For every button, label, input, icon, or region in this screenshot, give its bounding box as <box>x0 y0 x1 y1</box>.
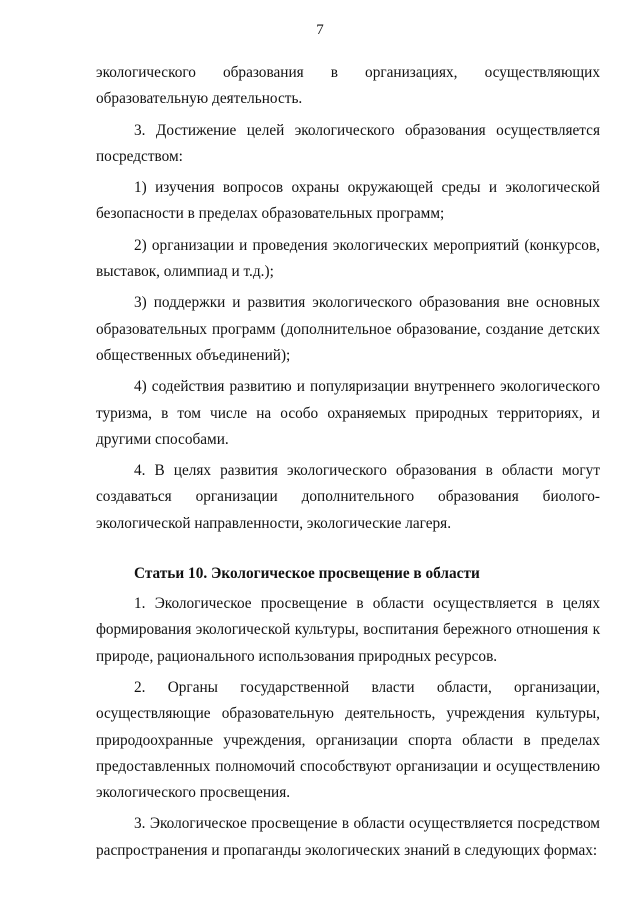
list-item-4: 4) содействия развитию и популяризации внутреннего экологического туризма, в том числе на особо охраняемых природных территориях, и другими способами. <box>96 378 600 448</box>
article-paragraph-1: 1. Экологическое просвещение в области осуществляется в целях формирования экологической культуры, воспитания бережного отношения к природе, рационального использования природных ресурсов. <box>96 595 600 665</box>
list-item-2: 2) организации и проведения экологических мероприятий (конкурсов, выставок, олимпиад и т.д.); <box>96 236 600 281</box>
article-heading: Статьи 10. Экологическое просвещение в области <box>134 565 480 583</box>
page-number: 7 <box>316 22 324 38</box>
article-paragraph-2: 2. Органы государственной власти области, организации, осуществляющие образовательную деятельность, учреждения культуры, природоохранные учреждения, организации спорта области в пределах предоставленных полномочий способствуют организации и осуществлению экологического просвещения. <box>96 678 600 802</box>
article-paragraph-3: 3. Экологическое просвещение в области осуществляется посредством распространения и пропаганды экологических знаний в следующих формах: <box>96 815 600 859</box>
document-body <box>96 60 600 864</box>
paragraph-item-3: 3. Достижение целей экологического образования осуществляется посредством: <box>96 121 600 165</box>
paragraph-item-4: 4. В целях развития экологического образования в области могут создаваться организации дополнительного образования биолого-экологической направленности, экологические лагеря. <box>96 462 600 532</box>
paragraph-continuation: экологического образования в организациях, осуществляющих образовательную деятельность. <box>96 64 600 108</box>
list-item-3: 3) поддержки и развития экологического образования вне основных образовательных программ (дополнительное образование, создание детских общественных объединений); <box>96 294 600 364</box>
list-item-1: 1) изучения вопросов охраны окружающей среды и экологической безопасности в пределах образовательных программ; <box>96 179 600 223</box>
